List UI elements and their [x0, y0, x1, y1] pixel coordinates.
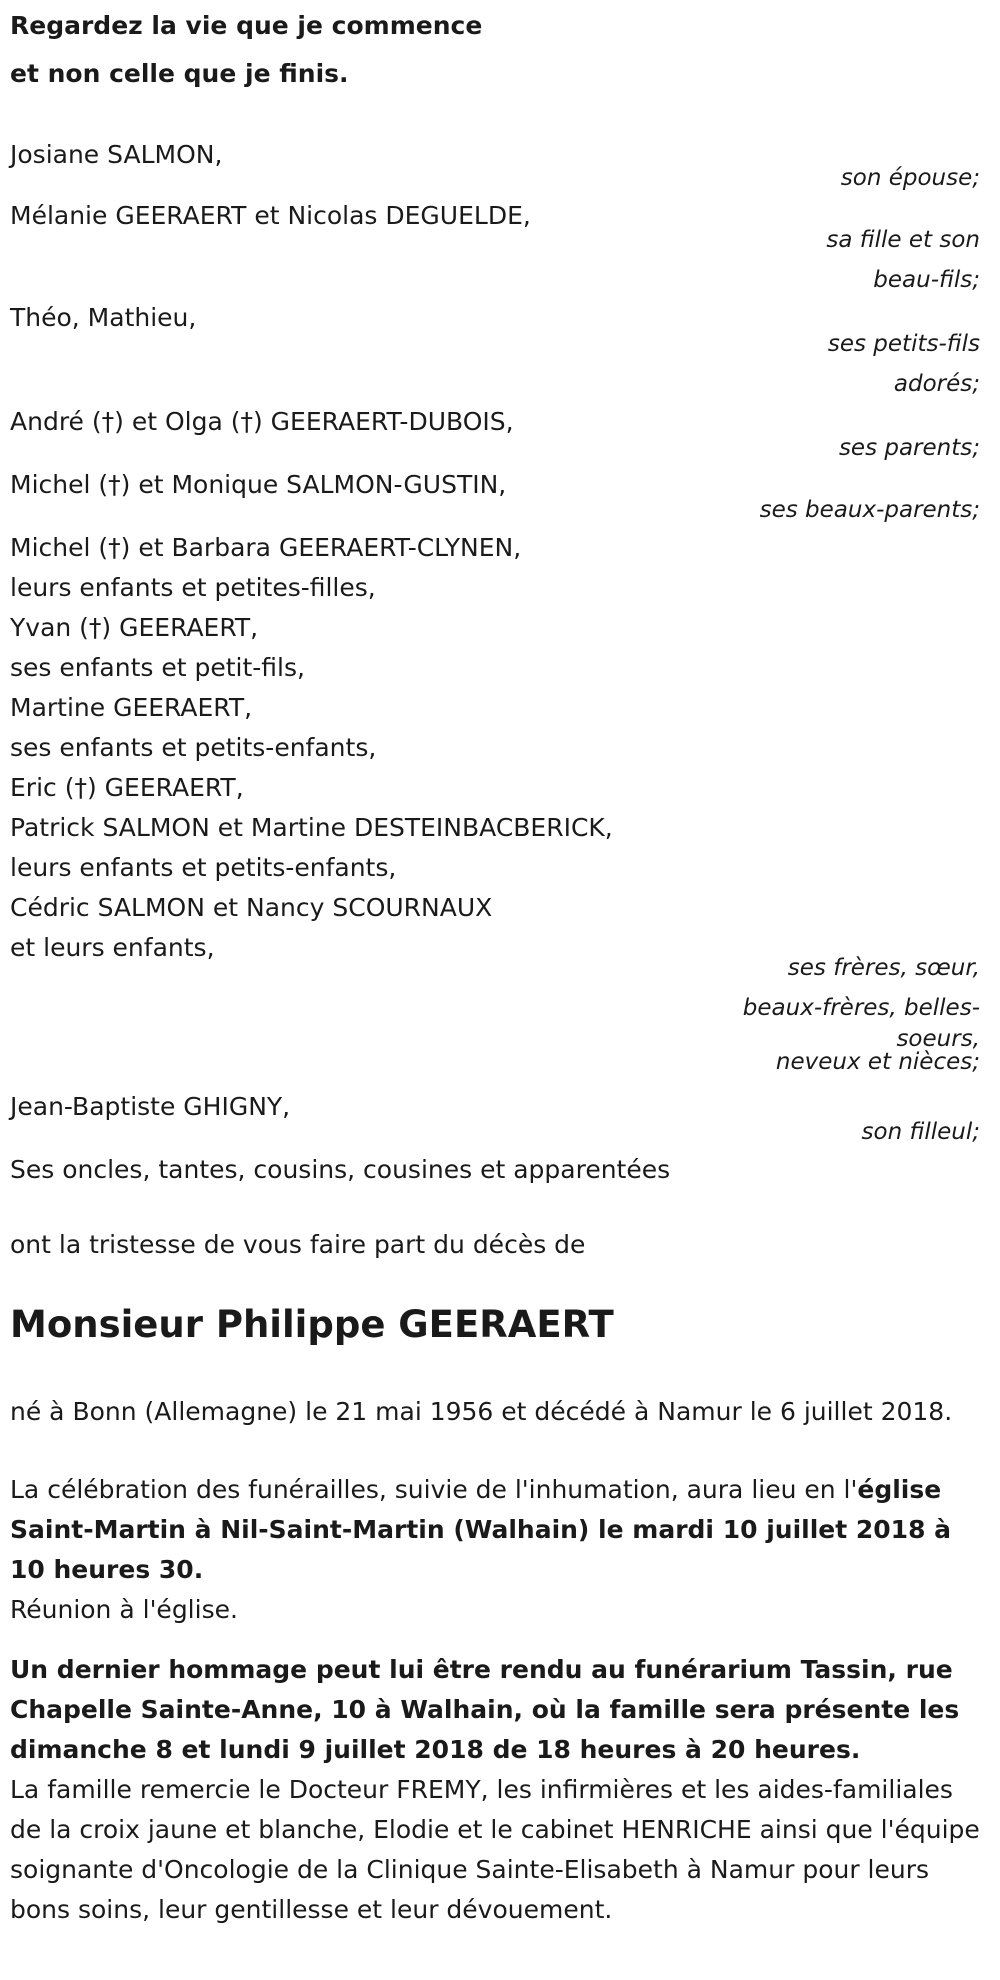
- spouse-relation: son épouse;: [840, 165, 980, 191]
- sibling-line: ses enfants et petits-enfants,: [10, 733, 377, 762]
- godson-name: Jean-Baptiste GHIGNY,: [10, 1092, 291, 1121]
- other-relatives: Ses oncles, tantes, cousins, cousines et apparentées: [10, 1155, 671, 1184]
- quote-line-1: Regardez la vie que je commence: [10, 11, 483, 40]
- sibling-line: Martine GEERAERT,: [10, 693, 253, 722]
- sibling-line: et leurs enfants,: [10, 933, 215, 962]
- sibling-line: Yvan (†) GEERAERT,: [10, 613, 259, 642]
- sibling-line: ses enfants et petit-fils,: [10, 653, 305, 682]
- sibling-line: Eric (†) GEERAERT,: [10, 773, 244, 802]
- birth-death-text: né à Bonn (Allemagne) le 21 mai 1956 et décédé à Namur le 6 juillet 2018.: [10, 1397, 953, 1426]
- daughter-relation-1: sa fille et son: [826, 227, 980, 253]
- grandsons-relation-2: adorés;: [893, 371, 980, 397]
- grandsons-names: Théo, Mathieu,: [10, 303, 197, 332]
- sibling-line: leurs enfants et petits-enfants,: [10, 853, 397, 882]
- spouse-name: Josiane SALMON,: [10, 140, 223, 169]
- announcement-text: ont la tristesse de vous faire part du décès de: [10, 1230, 586, 1259]
- funeral-details: église Saint-Martin à Nil-Saint-Martin (Walhain) le mardi 10 juillet 2018 à 10 heures 30.: [10, 1475, 952, 1584]
- parents-names: André (†) et Olga (†) GEERAERT-DUBOIS,: [10, 407, 514, 436]
- siblings-relation-4: neveux et nièces;: [775, 1049, 980, 1075]
- sibling-line: Patrick SALMON et Martine DESTEINBACBERICK,: [10, 813, 613, 842]
- sibling-line: leurs enfants et petites-filles,: [10, 573, 376, 602]
- quote-line-2: et non celle que je finis.: [10, 59, 349, 88]
- sibling-line: Michel (†) et Barbara GEERAERT-CLYNEN,: [10, 533, 522, 562]
- funeral-paragraph: [10, 1470, 985, 1590]
- siblings-relation-1: ses frères, sœur,: [787, 955, 980, 981]
- reunion-text: Réunion à l'église.: [10, 1595, 238, 1624]
- godson-relation: son filleul;: [861, 1119, 980, 1145]
- siblings-list: [10, 528, 613, 968]
- daughter-names: Mélanie GEERAERT et Nicolas DEGUELDE,: [10, 201, 531, 230]
- inlaws-relation: ses beaux-parents;: [759, 497, 980, 523]
- inlaws-names: Michel (†) et Monique SALMON-GUSTIN,: [10, 470, 507, 499]
- parents-relation: ses parents;: [838, 435, 980, 461]
- grandsons-relation-1: ses petits-fils: [827, 331, 980, 357]
- daughter-relation-2: beau-fils;: [873, 267, 980, 293]
- sibling-line: Cédric SALMON et Nancy SCOURNAUX: [10, 893, 493, 922]
- thanks-text: La famille remercie le Docteur FREMY, les infirmières et les aides-familiales de la croix jaune et blanche, Elodie et le cabinet HENRICHE ainsi que l'équipe soignante d'Oncologie de la Clinique Sainte-Elisabeth à Namur pour leurs bons soins, leur gentillesse et leur dévouement.: [10, 1775, 980, 1924]
- deceased-name: Monsieur Philippe GEERAERT: [10, 1303, 614, 1346]
- siblings-relation-3: soeurs,: [896, 1026, 980, 1052]
- funeral-intro: La célébration des funérailles, suivie de l'inhumation, aura lieu en l': [10, 1475, 858, 1504]
- siblings-relation-2: beaux-frères, belles-: [742, 995, 980, 1021]
- tribute-text: Un dernier hommage peut lui être rendu au funérarium Tassin, rue Chapelle Sainte-Anne, 10 à Walhain, où la famille sera présente les dimanche 8 et lundi 9 juillet 2018 de 18 heures à 20 heures.: [10, 1655, 960, 1764]
